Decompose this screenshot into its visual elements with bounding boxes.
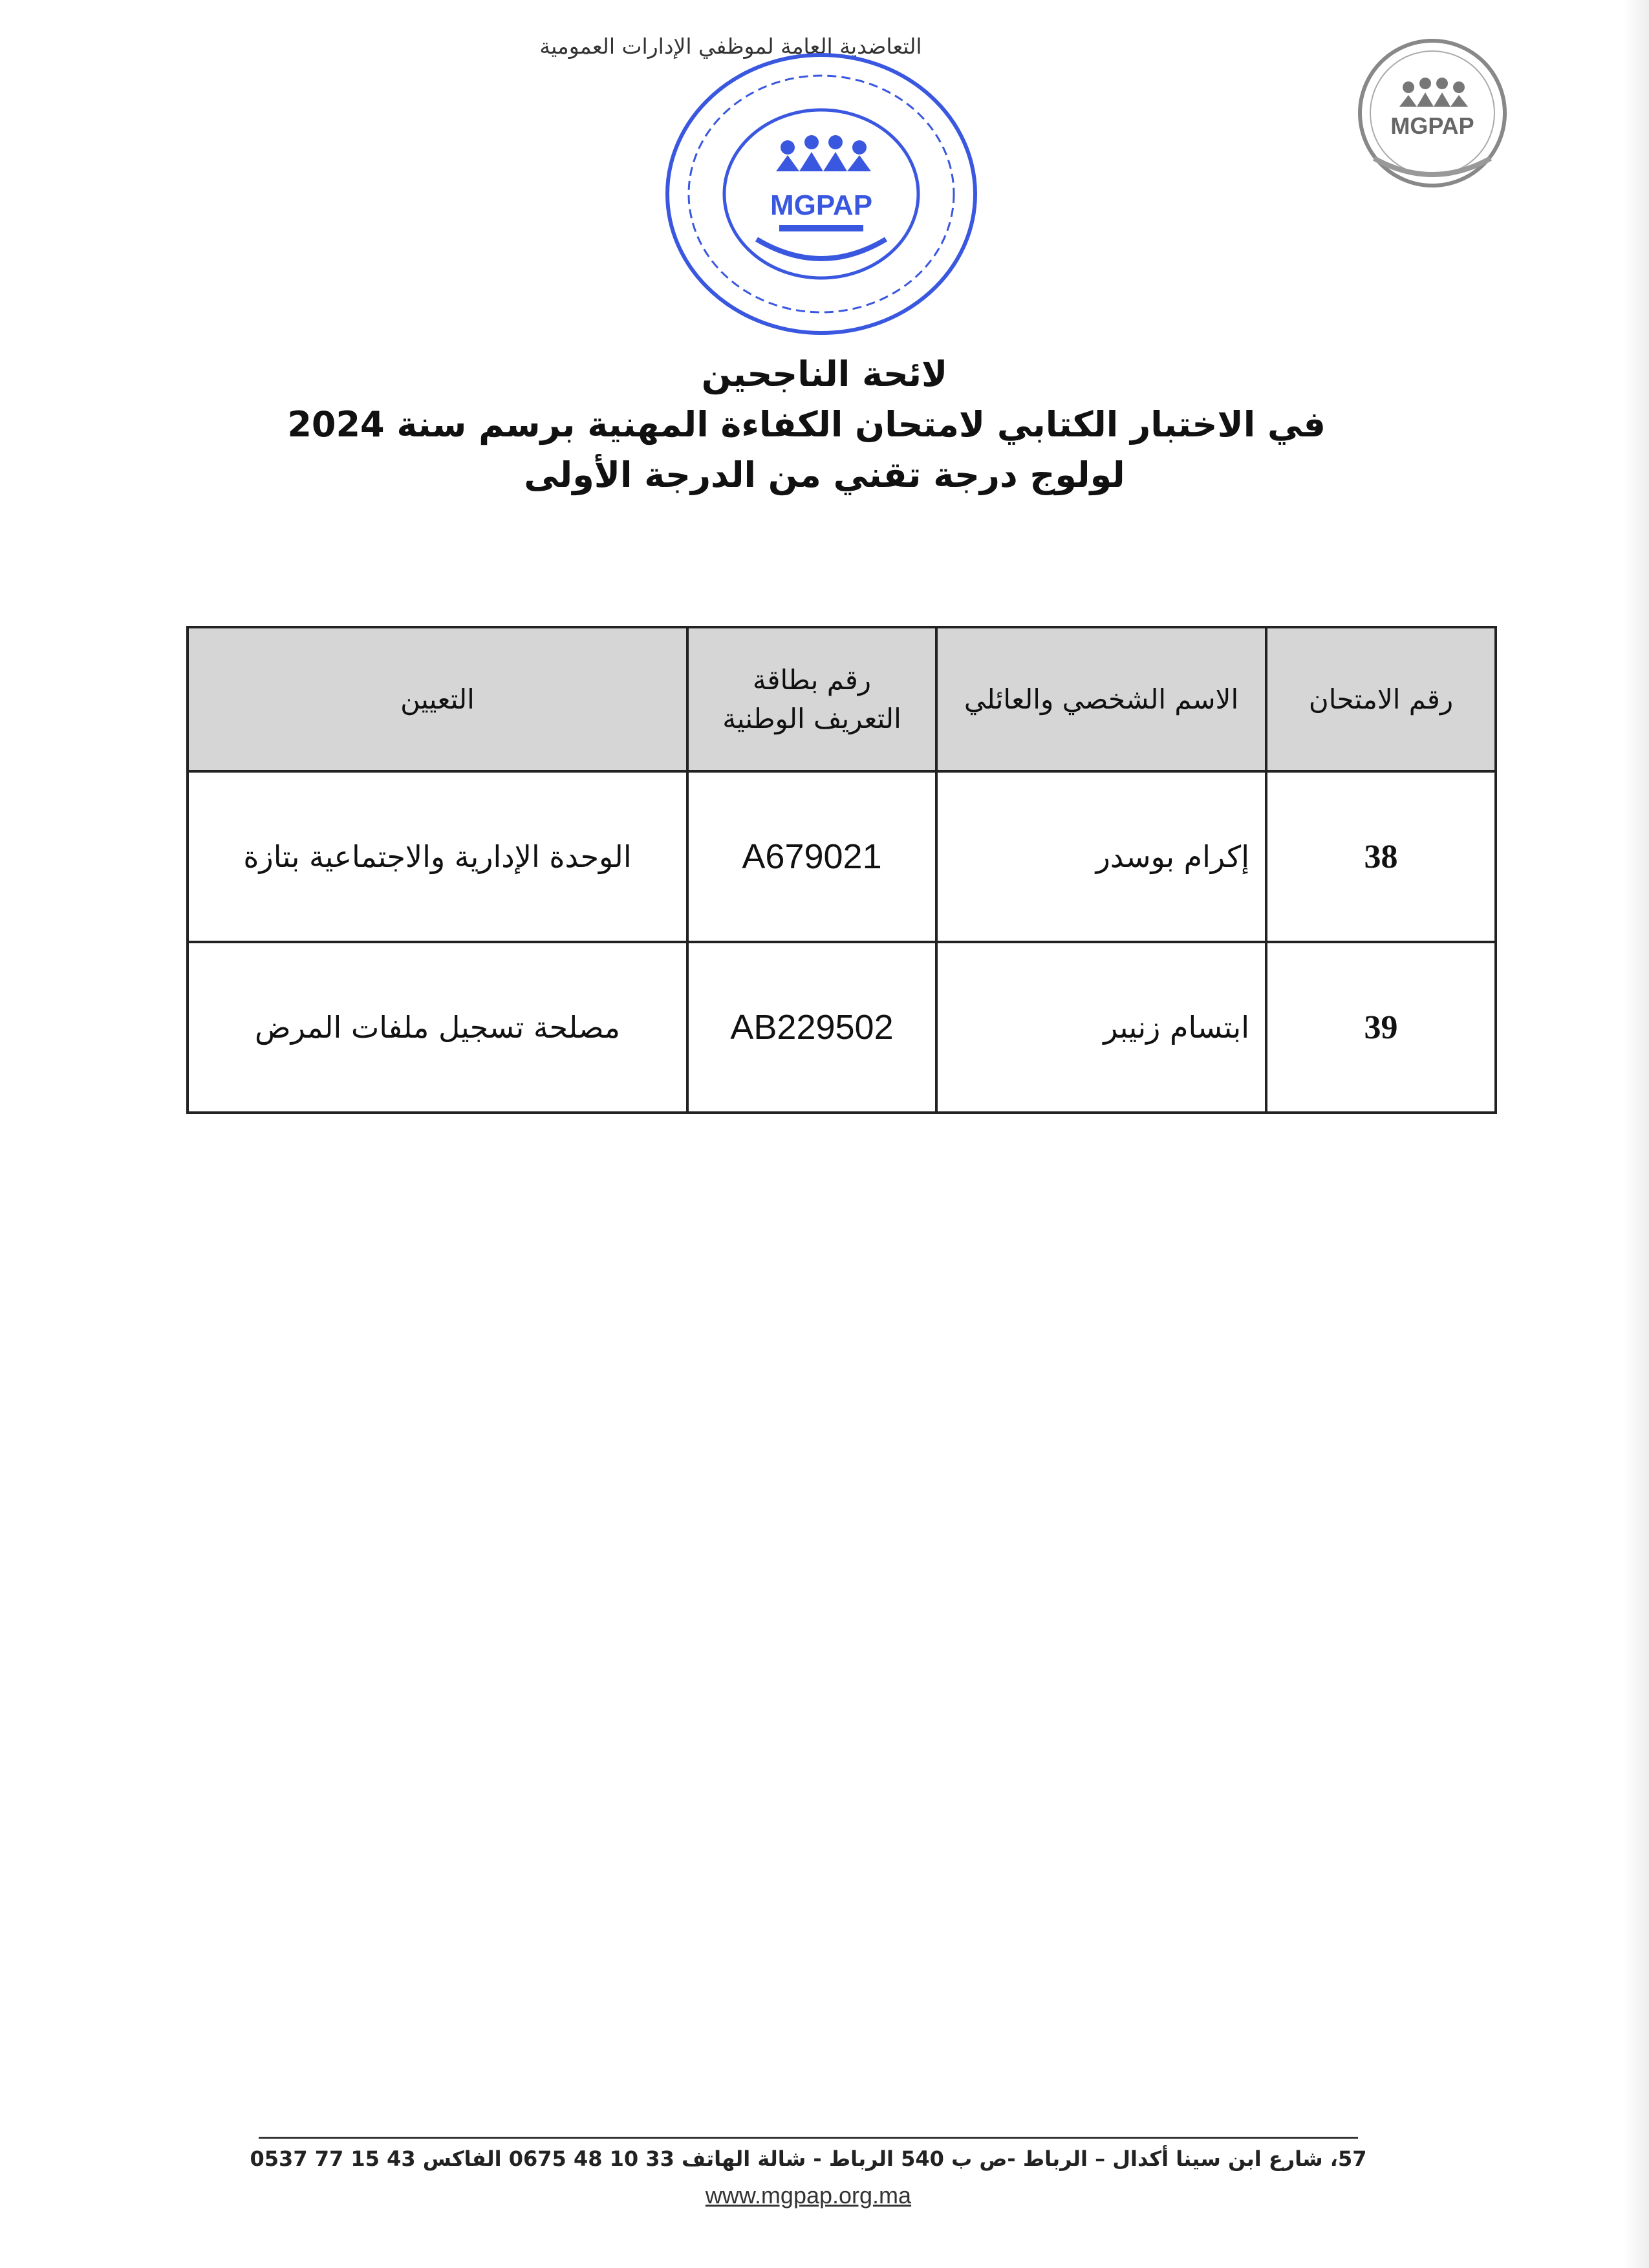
table-header-row: [188, 627, 1496, 771]
title-line-3: لولوج درجة تقني من الدرجة الأولى: [524, 455, 1125, 495]
mgpap-logo: [1339, 36, 1526, 194]
footer-address: 57، شارع ابن سينا أكدال – الرباط -ص ب 540 الرباط - شالة الهاتف 33 10 48 0675 الفاكس 43 15 77 0537: [250, 2146, 1367, 2171]
cell-full-name: ابتسام زنيبر: [936, 942, 1266, 1113]
title-line-2: في الاختبار الكتابي لامتحان الكفاءة المهنية برسم سنة 2024: [287, 404, 1326, 445]
header-full-name: الاسم الشخصي والعائلي: [936, 627, 1266, 771]
table-row: [188, 771, 1496, 942]
cell-full-name: إكرام بوسدر: [936, 771, 1266, 942]
cell-id-card: A679021: [687, 771, 936, 942]
cell-id-card: AB229502: [687, 942, 936, 1113]
title-line-1: لائحة الناجحين: [701, 354, 948, 394]
cell-assignment: الوحدة الإدارية والاجتماعية بتازة: [188, 771, 687, 942]
logo-label: MGPAP: [1390, 112, 1474, 139]
official-stamp: [647, 45, 996, 343]
header-id-card-line1: رقم بطاقة: [752, 663, 872, 696]
document-title: [287, 349, 1326, 500]
header-id-card-line2: التعريف الوطنية: [722, 702, 901, 734]
footer-divider: [259, 2137, 1358, 2139]
organization-name: التعاضدية العامة لموظفي الإدارات العمومية: [539, 34, 922, 59]
header-assignment: التعيين: [188, 627, 687, 771]
cell-exam-number: 38: [1266, 771, 1496, 942]
footer-website-link[interactable]: www.mgpap.org.ma: [705, 2182, 912, 2209]
table-row: [188, 942, 1496, 1113]
cell-exam-number: 39: [1266, 942, 1496, 1113]
results-table: [186, 626, 1497, 1114]
stamp-label: MGPAP: [770, 189, 873, 221]
scan-edge: [1623, 0, 1649, 2268]
header-exam-number: رقم الامتحان: [1266, 627, 1496, 771]
header-id-card: [687, 627, 936, 771]
cell-assignment: مصلحة تسجيل ملفات المرض: [188, 942, 687, 1113]
